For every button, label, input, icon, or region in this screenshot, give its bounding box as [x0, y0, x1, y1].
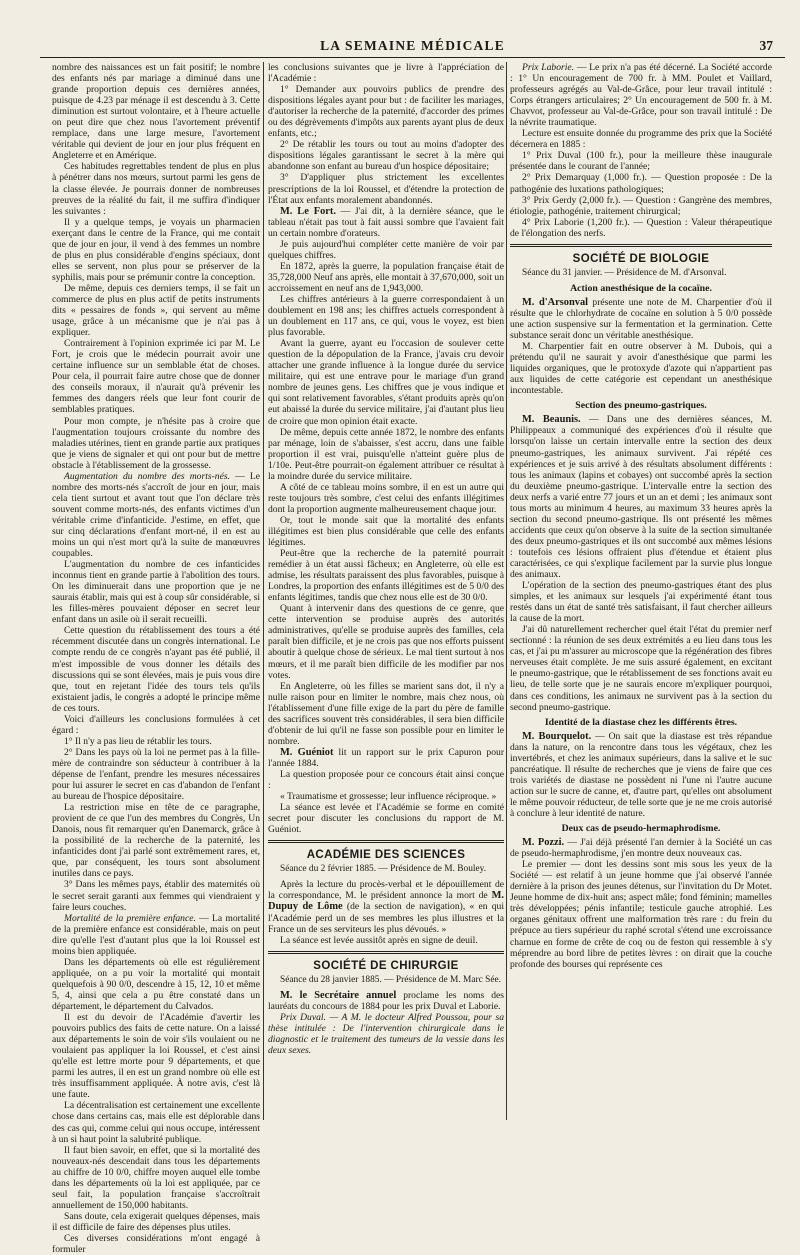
paragraph-text: (de la section de navigation), « en qui l'Académie perd un de ses membres les plus illustres et la France un de ses serviteurs les plus dévoués. » — [268, 901, 504, 935]
paragraph-text: proclame les noms des lauréats du concours de 1884 pour les prix Duval et Laborie. — [268, 989, 504, 1012]
paragraph-text: — J'ai déjà présenté l'an dernier à la Société un cas de pseudo-hermaphrodisme, j'en montre deux nouveaux cas. — [510, 837, 772, 860]
section-separator — [268, 840, 504, 843]
prize-name: Prix Duval. — [280, 1011, 326, 1023]
paragraph — [510, 837, 772, 859]
subsection-heading: Action anesthésique de la cocaïne. — [570, 282, 712, 294]
paragraph: Cette question du rétablissement des tours a été récemment discutée dans un congrès international. Le compte rendu de ce congrès n'ayant pas été publié, il m'est impossible de vous donner les détails des discussions qui se sont élevées, mais je puis vous dire que, tout en rejetant l'idée des tours tels qu'ils existaient jadis, le congrès a adopté le principe même de ces tours. — [52, 625, 260, 714]
section-heading: ACADÉMIE DES SCIENCES — [306, 849, 466, 862]
paragraph: A côté de ce tableau moins sombre, il en est un autre qui reste toujours très sombre, c'est celui des enfants illégitimes dont la proportion augmente malheureusement chaque jour. — [268, 481, 504, 515]
paragraph: La séance est levée et l'Académie se forme en comité secret pour discuter les conclusions du rapport de M. Guéniot. — [268, 802, 504, 836]
column-2 — [268, 62, 504, 1122]
paragraph: 1° Il n'y a pas lieu de rétablir les tours. — [64, 735, 212, 747]
run-in-heading: Mortalité de la première enfance. — [64, 912, 196, 924]
paragraph: Il est du devoir de l'Académie d'avertir les pouvoirs publics des faits de cette nature. On a laissé aux départements le soin de voir s'ils voulaient ou ne voulaient pas appliquer la loi Roussel, et c'est ainsi qu'elle est lettre morte pour 9 départements, et que parmi les autres, il en est un grand nombre où elle est très insuffisamment appliquée. À notre avis, c'est là une faute. — [52, 1012, 260, 1101]
paragraph: 3° Dans les mêmes pays, établir des maternités où le secret serait garanti aux femmes qui viendraient y faire leurs couches. — [52, 879, 260, 913]
paragraph: Quant à intervenir dans des questions de ce genre, que cette intervention se produise auprès des autorités administratives, qu'elle se produise auprès des familles, cela paraît bien difficile, et je ne crois pas que nos efforts puissent aboutir à quelque chose de sérieux. Le mal tient surtout à nos mœurs, et il me paraît bien difficile de les modifier par nos votes. — [268, 603, 504, 681]
paragraph: J'ai dû naturellement rechercher quel était l'état du premier nerf sectionné : la réunion de ses deux extrémités a eu lieu dans tous les cas, et j'ai pu m'assurer au microscope que la régénération des fibres nerveuses était complète. Je me suis assuré également, en excitant le pneumo-gastrique, que le rétablissement de ses fonctions avait eu lieu, de telle sorte que je ne saurais encore m'expliquer pourquoi, dans ces conditions, les animaux ne survivent pas à la section du second pneumo-gastrique. — [510, 624, 772, 713]
paragraph: Avant la guerre, ayant eu l'occasion de soulever cette question de la dépopulation de la France, j'avais cru devoir attacher une grande influence à la longue durée du service militaire, qui est une entrave pour le mariage d'un grand nombre de jeunes gens. Les chiffres que je vous indique et qui sont relativement favorables, s'étant produits après qu'on eut abaissé la durée du service militaire, j'ai d'autant plus lieu de croire que mon opinion était exacte. — [268, 338, 504, 427]
session-line: Séance du 31 janvier. — Présidence de M. d'Arsonval. — [522, 267, 727, 278]
paragraph-text: — Le prix n'a pas été décerné. La Société accorde : 1° Un encouragement de 700 fr. à MM. Poulet et Vaillard, professeurs agrégés au Val-de-Grâce, pour leur travail intitulé : Corps étrangers articulaires; 2° Un encouragement de 500 fr. à M. Chavvot, professeur au Val-de-Grâce, pour son travail intitulé : De la névrite traumatique. — [510, 62, 772, 129]
speaker-name: M. Bourquelot. — [522, 730, 592, 742]
paragraph-text: — A M. le docteur Alfred Poussou, pour sa thèse intitulée : De l'intervention chirurgicale dans le diagnostic et le traitement des tumeurs de la vessie dans les deux sexes. — [268, 1011, 504, 1056]
paragraph: Dans les départements où elle est régulièrement appliquée, on a pu voir la mortalité qui montait quelquefois à 90 0/0, descendre à 15, 12, 10 et même 5, 4, ainsi que cela a pu être constaté dans un département, le département du Calvados. — [52, 956, 260, 1012]
paragraph — [268, 990, 504, 1012]
paragraph-text: — J'ai dit, à la dernière séance, que le tableau n'était pas tout à fait aussi sombre que l'avaient fait un certain nombre d'orateurs. — [268, 205, 504, 239]
paragraph: 2° Prix Demarquay (1,000 fr.). — Question proposée : De la pathogénie des luxations pathologiques; — [510, 172, 772, 195]
speaker-name: M. Dupuy de Lôme — [268, 890, 504, 913]
paragraph: Il faut bien savoir, en effet, que si la mortalité des nouveaux-nés descendait dans tous les départements au chiffre de 10 0/0, chiffre moyen auquel elle tombe dans les départements où la loi est appliquée, par ce seul fait, la population française s'accroîtrait annuellement de 150,000 habitants. — [52, 1144, 260, 1211]
paragraph-text: — Le nombre des morts-nés s'accroît de jour en jour, mais cela tient surtout et avant tout que l'on déclare très souvent comme morts-nés, des enfants victimes d'un véritable crime d'infanticide. J'estime, en effet, que sur cinq déclarations d'enfant mort-né, il en est au moins un qui n'est mort qu'à la suite de manœuvres coupables. — [52, 470, 260, 560]
paragraph — [510, 414, 772, 580]
paragraph: Le premier — dont les dessins sont mis sous les yeux de la Société — est relatif à un jeune homme que j'ai observé l'année dernière à la prison des jeunes détenus, sur l'invitation du Dr Motet. Jeune homme de dix-huit ans; aspect mâle; fond féminin; mamelles très développées; pénis infantile; testicule gauche atrophié. Les organes génitaux offrent une malformation très rare : du frein du prépuce au tiers supérieur du raphé scrotal s'étend une excroissance charnue en forme de crête de coq ou de feston qui ressemble à s'y méprendre au bord libre de petites lèvres : on dirait que la couche profonde des bourses qui représente ces — [510, 859, 772, 970]
column-3 — [510, 62, 772, 1122]
paragraph: La décentralisation est certainement une excellente chose dans certains cas, mais elle est déplorable dans des cas qui, comme celui qui nous occupe, intéressent à un si haut point la salubrité publique. — [52, 1100, 260, 1145]
session-line: Séance du 2 février 1885. — Présidence de M. Bouley. — [280, 864, 487, 875]
paragraph: 1° Prix Duval (100 fr.), pour la meilleure thèse inaugurale présentée dans le courant de l'année; — [510, 150, 772, 173]
section-separator — [510, 244, 772, 247]
paragraph: Ces diverses considérations m'ont engagé à formuler — [52, 1232, 260, 1255]
speaker-name: M. le Secrétaire annuel — [280, 989, 397, 1001]
paragraph: nombre des naissances est un fait positif; le nombre des enfants nés par mariage a diminué dans une grande proportion depuis ces dernières années, puisque de 4.23 par ménage il est descendu à 3. Cette diminution est surtout volontaire, et à l'heure actuelle on peut dire que chez nous l'avortement préventif remplace, dans une large mesure, l'avortement véritable qui devient de jour en jour plus fréquent en Angleterre et en Amérique. — [52, 62, 260, 162]
paragraph: 1° Demander aux pouvoirs publics de prendre des dispositions légales ayant pour but : de faciliter les mariages, d'autoriser la recherche de la paternité, d'accorder des primes ou des dégrèvements d'impôts aux parents ayant plus de deux enfants, etc.; — [268, 84, 504, 140]
paragraph: Les chiffres antérieurs à la guerre correspondaient à un doublement en 198 ans; les chiffres actuels correspondent à un doublement en 117 ans, ce qui, vous le voyez, est bien plus favorable. — [268, 293, 504, 339]
paragraph: La question proposée pour ce concours était ainsi conçue : — [268, 769, 504, 792]
paragraph — [268, 206, 504, 239]
run-in-heading: Augmentation du nombre des morts-nés. — [64, 470, 230, 482]
paragraph-text: — Dans une des dernières séances, M. Philippeaux a communiqué des expériences d'où il résulte que lorsqu'on laisse un certain intervalle entre la section des deux pneumo-gastriques, les animaux survivent. J'ai répété ces expériences et je suis arrivé à des résultats absolument différents : tous les animaux (lapins et cobayes) ont succombé après la section du deuxième pneumo-gastrique. L'intervalle entre la section des deux nerfs a varié entre 77 jours et un an et demi ; les animaux sont tous morts au minimum 4 heures, au maximum 33 heures après la section du second pneumo-gastrique. Ils ont présenté les mêmes accidents que ceux qu'on observe à la suite de la section simultanée des deux pneumo-gastriques et ils ont succombé aux mêmes lésions : toutefois ces lésions offraient plus d'étendue et étaient plus caractérisées, ce qui s'explique facilement par la survie plus longue des animaux. — [510, 414, 772, 581]
paragraph: 2° Dans les pays où la loi ne permet pas à la fille-mère de contraindre son séducteur à contribuer à la dépense de l'enfant, prendre les mesures nécessaires pour lui assurer le secret en cas d'abandon de l'enfant au bureau de l'hospice dépositaire. — [52, 746, 260, 803]
column-divider — [506, 62, 507, 1120]
paragraph: 4° Prix Laborie (1,200 fr.). — Question : Valeur thérapeutique de l'élongation des nerfs. — [510, 216, 772, 239]
page-number: 37 — [759, 38, 773, 53]
subsection-heading: Identité de la diastase chez les différents êtres. — [544, 716, 738, 728]
paragraph — [510, 297, 772, 341]
paragraph: Il y a quelque temps, je voyais un pharmacien exerçant dans le centre de la France, qui me contait que de jour en jour, il vend à des femmes un nombre de plus en plus considérable d'engins spéciaux, dont elles se servent, non plus pour se préserver de la syphilis, mais pour se prémunir contre la conception. — [52, 216, 260, 283]
paragraph: De même, depuis cette année 1872, le nombre des enfants par ménage, loin de s'abaisser, s'est accru, dans une faible proportion il est vrai, puisqu'elle n'atteint guère plus de 1/10e. Peut-être pourrait-on également attribuer ce résultat à la moindre durée du service militaire. — [268, 426, 504, 482]
paragraph: L'augmentation du nombre de ces infanticides inconnus tient en grande partie à l'abolition des tours. On les diminuerait dans une proportion que je ne saurais établir, mais qui est à coup sûr considérable, si les filles-mères pouvaient déposer en secret leur enfant dans un asile où il serait recueilli. — [52, 559, 260, 626]
paragraph-text: — La mortalité de la première enfance est considérable, mais on peut dire qu'elle l'est d'autant plus que la loi Roussel est moins bien appliquée. — [52, 912, 260, 957]
paragraph: Or, tout le monde sait que la mortalité des enfants illégitimes est bien plus considérable que celle des enfants légitimes. — [268, 514, 504, 549]
paragraph-text: — On sait que la diastase est très répandue dans la nature, on la rencontre dans tous les végétaux, chez les invertébrés, et chez les animaux supérieurs, dans la salive et le suc pancréatique. Il résulte de recherches que je viens de faire que ces trois variétés de diastase ne possèdent ni l'une ni l'autre aucune action sur le sucre de canne, et, d'autre part, qu'elles ont absolument le même pouvoir réducteur, de telle sorte que je ne me crois autorisé à conclure à leur identité de nature. — [510, 730, 773, 819]
paragraph: En 1872, après la guerre, la population française était de 35,728,000 Neuf ans après, elle montait à 37,670,000, soit un accroissement en neuf ans de 1,943,000. — [268, 260, 504, 294]
paragraph — [510, 62, 772, 128]
paragraph — [268, 1012, 504, 1056]
paragraph: La séance est levée aussitôt après en signe de deuil. — [280, 934, 478, 946]
paragraph: La restriction mise en tête de ce paragraphe, provient de ce que l'un des membres du Congrès, Un Danois, nous fit remarquer qu'en Danemarck, grâce à la possibilité de la recherche de la paternité, les infanticides dont j'ai parlé sont extrêmement rares, et, que, par conséquent, les tours sont absolument inutiles dans ce pays. — [52, 802, 260, 880]
page-header — [40, 38, 785, 56]
paragraph: 3° Prix Gerdy (2,000 fr.). — Question : Gangrène des membres, étiologie, pathogénie, traitement chirurgical; — [510, 194, 772, 217]
paragraph: « Traumatisme et grossesse; leur influence réciproque. » — [280, 791, 497, 803]
paragraph: Ces habitudes regrettables tendent de plus en plus à pénétrer dans nos mœurs, surtout parmi les gens de la classe élevée. Je pourrais donner de nombreuses preuves de la réalité du fait, il me suffira d'indiquer les suivantes : — [52, 161, 260, 217]
paragraph-text: Après la lecture du procès-verbal et le dépouillement de la correspondance, M. le président annonce la mort de — [268, 879, 504, 902]
paragraph — [52, 913, 260, 957]
paragraph — [52, 471, 260, 559]
paragraph: Peut-être que la recherche de la paternité pourrait remédier à un état aussi fâcheux; en Angleterre, où elle est admise, les résultats paraissent des plus favorables, puisque à Londres, la proportion des enfants illégitimes est de 5 0/0 des enfants légitimes, tandis que chez nous elle est de 30 0/0. — [268, 548, 504, 604]
paragraph: 3° D'appliquer plus strictement les excellentes prescriptions de la loi Roussel, et d'étendre la protection de l'État aux enfants moralement abandonnés. — [268, 172, 504, 206]
paragraph: Sans doute, cela exigerait quelques dépenses, mais il est difficile de faire des dépenses plus utiles. — [52, 1210, 260, 1233]
paragraph — [268, 747, 504, 769]
speaker-name: M. Guéniot — [280, 746, 334, 758]
paragraph: M. Charpentier fait en outre observer à M. Dubois, qui a prétendu qu'il ne saurait y avoir d'anesthésique que parmi les liquides organiques, que le protoxyde d'azote qui n'appartient pas aux liquides de cette catégorie est cependant un anesthésique incontestable. — [510, 341, 772, 397]
prize-name: Prix Laborie. — [522, 62, 575, 73]
paragraph: L'opération de la section des pneumo-gastriques étant des plus simples, et les animaux sur lesquels j'ai expérimenté étant tous restés dans un état de santé très satisfaisant, il faut chercher ailleurs la cause de la mort. — [510, 580, 772, 625]
paragraph: En Angleterre, où les filles se marient sans dot, il n'y a nulle raison pour en limiter le nombre, mais chez nous, où l'établissement d'une fille exige de la part du père de famille des sacrifices souvent très considérables, il sera bien difficile d'obtenir de lui qu'il ne fasse son possible pour en limiter le nombre. — [268, 680, 504, 747]
paragraph-text: lit un rapport sur le prix Capuron pour l'année 1884. — [268, 746, 505, 769]
session-line: Séance du 28 janvier 1885. — Présidence de M. Marc Sée. — [280, 974, 502, 985]
paragraph: 2° De rétablir les tours ou tout au moins d'adopter des dispositions légales garantissant le secret à la mère qui abandonne son enfant au bureau d'un hospice dépositaire; — [268, 139, 504, 173]
speaker-name: M. d'Arsonval — [522, 296, 589, 308]
paragraph: les conclusions suivantes que je livre à l'appréciation de l'Académie : — [268, 62, 504, 85]
paragraph: Contrairement à l'opinion exprimée ici par M. Le Fort, je crois que le médecin pourrait avoir une certaine influence sur un semblable état de choses. Pour cela, il pourrait faire autre chose que de donner des conseils moraux, il n'aurait qu'à prévenir les femmes des dangers réels que leur font courir de semblables pratiques. — [52, 338, 260, 416]
paragraph: De même, depuis ces derniers temps, il se fait un commerce de plus en plus actif de petits instruments dits « pessaires de fonds », qui servent au même usage, grâce à un mécanisme que je n'ai pas à expliquer. — [52, 282, 260, 339]
speaker-name: M. Le Fort. — [280, 205, 336, 217]
paragraph: Voici d'ailleurs les conclusions formulées à cet égard : — [52, 713, 260, 736]
subsection-heading: Deux cas de pseudo-hermaphrodisme. — [561, 823, 721, 835]
speaker-name: M. Pozzi. — [522, 837, 565, 849]
subsection-heading: Section des pneumo-gastriques. — [575, 400, 707, 412]
header-rule — [40, 57, 785, 58]
section-heading: SOCIÉTÉ DE CHIRURGIE — [313, 959, 459, 972]
paragraph-text: présente une note de M. Charpentier d'où il résulte que le chlorhydrate de cocaïne en solution à 5 0/0 possède une action suspensive sur la fermentation et la germination. Cette substance serait donc un véritable anesthésique. — [510, 296, 772, 342]
column-divider — [263, 62, 264, 1120]
paragraph — [268, 879, 504, 934]
paragraph — [510, 731, 772, 819]
paragraph: Lecture est ensuite donnée du programme des prix que la Société décernera en 1885 : — [510, 128, 772, 151]
column-1 — [52, 62, 260, 1255]
section-separator — [268, 951, 504, 954]
section-heading: SOCIÉTÉ DE BIOLOGIE — [572, 252, 710, 265]
journal-title: LA SEMAINE MÉDICALE — [320, 38, 505, 53]
paragraph: Je puis aujourd'hui compléter cette manière de voir par quelques chiffres. — [268, 238, 504, 261]
speaker-name: M. Beaunis. — [522, 414, 581, 426]
paragraph: Pour mon compte, je n'hésite pas à croire que l'augmentation toujours croissante du nombre des maladies utérines, tient en grande partie aux pratiques que je viens de signaler et qui ont pour but de mettre obstacle à l'établissement de la grossesse. — [52, 415, 260, 471]
